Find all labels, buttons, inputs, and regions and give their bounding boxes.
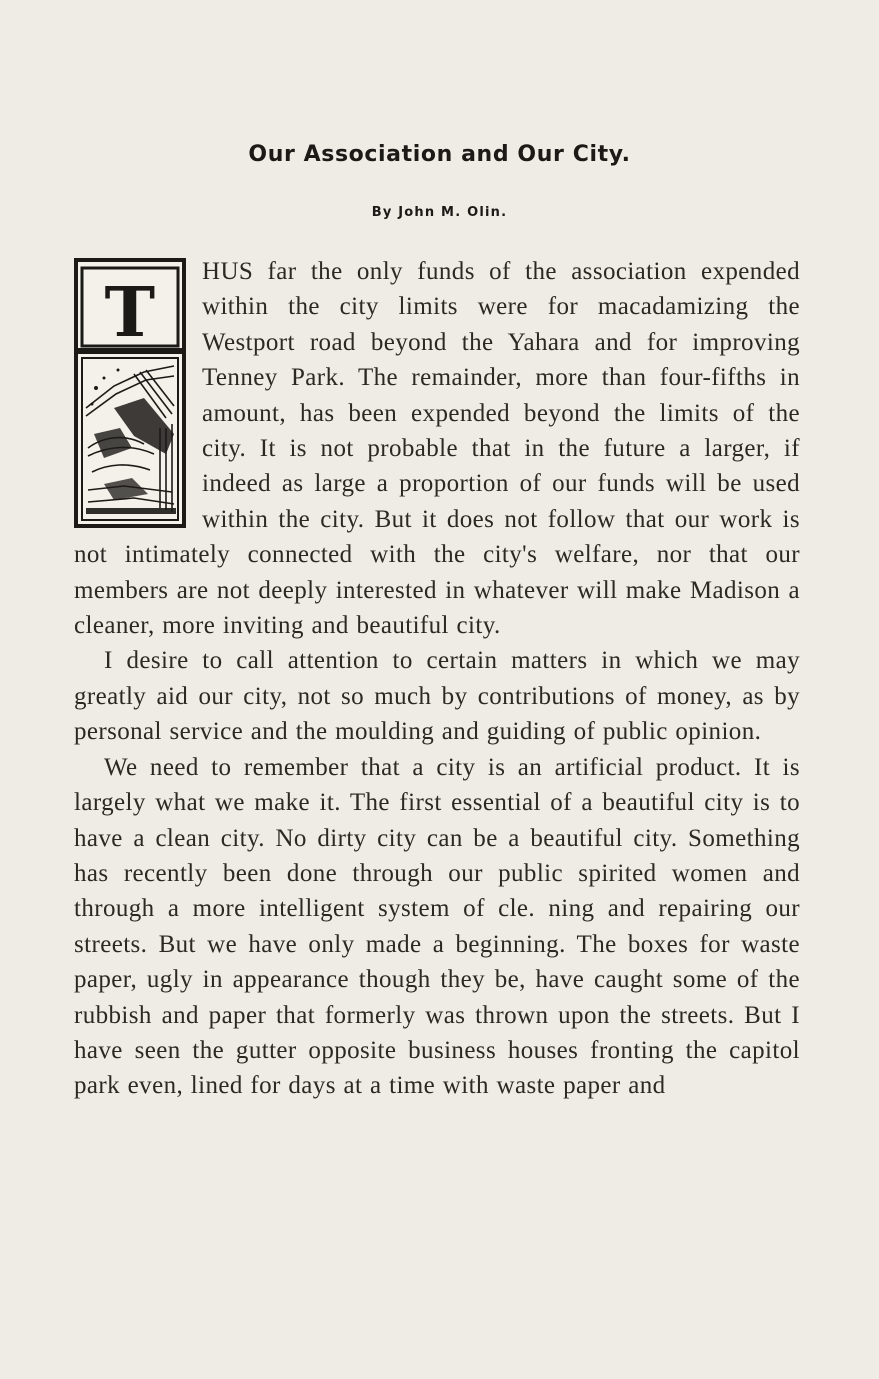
article-title: Our Association and Our City. <box>248 142 631 167</box>
article-byline: By John M. Olin. <box>371 205 508 220</box>
paragraph-1: HUS far the only funds of the association expended within the city limits were for macadamizing the Westport road beyond the Yahara and for improving Tenney Park. The remainder, more than four-fifths in amount, has been expended beyond the limits of the city. It is not probable that in the future a larger, if indeed as large a proportion of our funds will be used within the city. But it does not follow that our work is not intimately connected with the city's welfare, nor that our members are not deeply interested in whatever will make Madison a cleaner, more inviting and beautiful city. <box>74 258 800 640</box>
dropcap-letter: T <box>104 273 156 353</box>
dropcap-ornament <box>74 258 186 530</box>
article-body <box>74 254 800 1104</box>
paragraph-2: I desire to call attention to certain matters in which we may greatly aid our city, not so much by contributions of money, as by personal service and the moulding and guiding of public opinion. <box>74 647 800 746</box>
paragraph-3: We need to remember that a city is an artificial product. It is largely what we make it. The first essential of a beautiful city is to have a clean city. No dirty city can be a beautiful city. Something has recently been done through our public spirited women and through a more intelligent system of cle. ning and repairing our streets. But we have only made a beginning. The boxes for waste paper, ugly in appearance though they be, have caught some of the rubbish and paper that formerly was thrown upon the streets. But I have seen the gutter opposite business houses fronting the capitol park even, lined for days at a time with waste paper and <box>74 753 800 1100</box>
